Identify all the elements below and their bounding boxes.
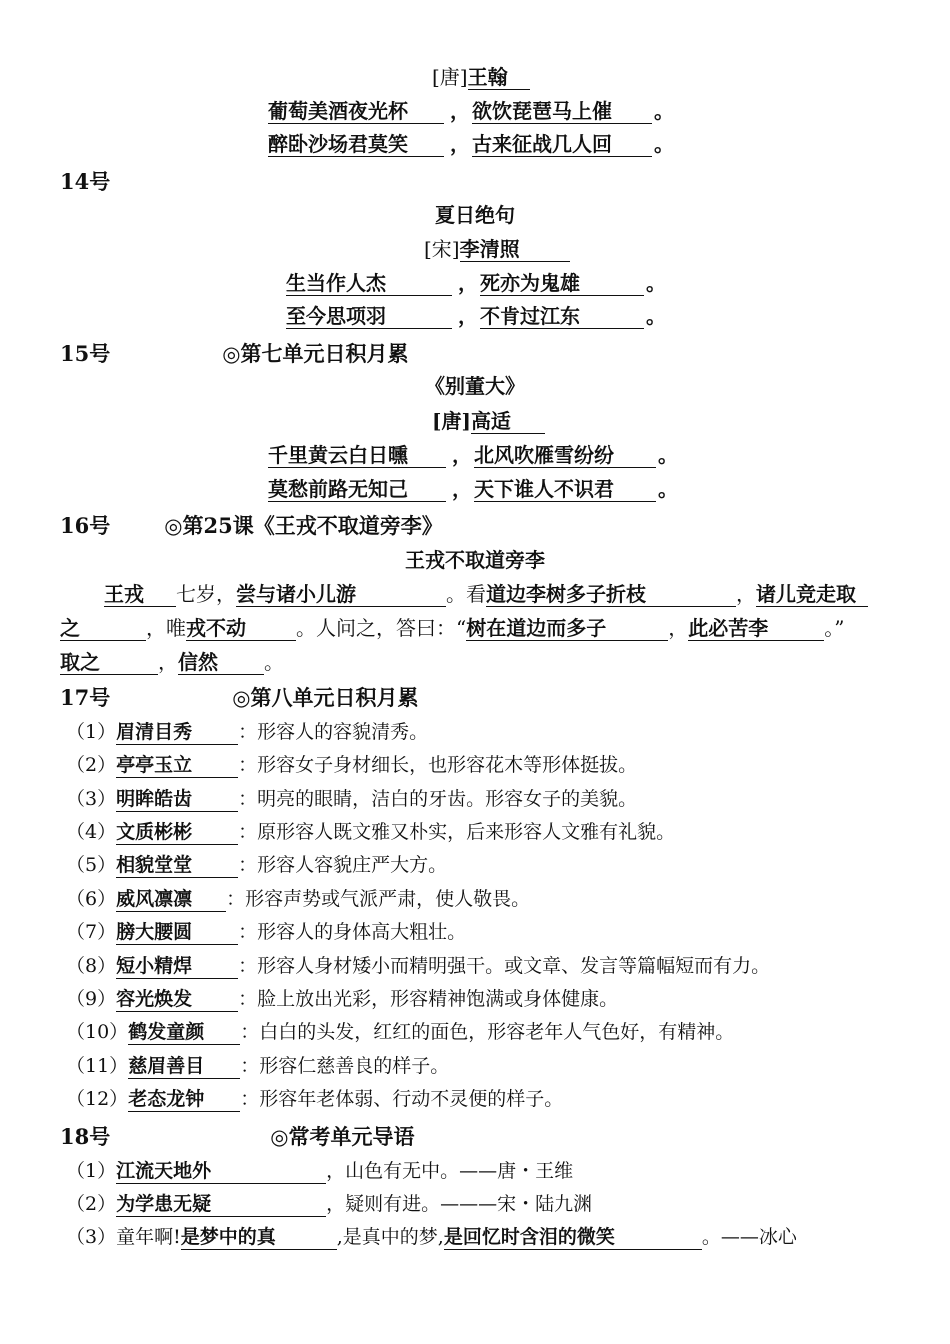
fill-blank: 至今思项羽	[286, 305, 452, 329]
section-18-heading: 18号 ◎常考单元导语	[60, 1121, 415, 1151]
quote-item: （3）童年啊!是梦中的真 ,是真中的梦,是回忆时含泪的微笑 。——冰心	[66, 1226, 797, 1248]
fill-blank: 江流天地外	[116, 1160, 326, 1184]
sec14-line-1: 生当作人杰 ， 死亦为鬼雄 。	[286, 271, 666, 295]
fill-blank: 醉卧沙场君莫笑	[268, 133, 444, 157]
author-name: 李清照	[460, 238, 570, 262]
fill-blank: 死亦为鬼雄	[480, 272, 644, 296]
fill-blank: 北风吹雁雪纷纷	[474, 444, 656, 468]
fill-blank: 取之	[60, 651, 158, 675]
poem-title: 《别董大》	[425, 374, 525, 398]
fill-blank: 鹤发童颜	[128, 1021, 240, 1045]
sec15-author-line: [唐]高适	[432, 408, 545, 434]
section-16-heading: 16号 ◎第25课《王戎不取道旁李》	[60, 510, 443, 540]
fill-blank: 为学患无疑	[116, 1193, 326, 1217]
fill-blank: 欲饮琵琶马上催	[472, 100, 652, 124]
sec15-line-2: 莫愁前路无知己 ， 天下谁人不识君 。	[268, 477, 678, 501]
fill-blank: 老态龙钟	[128, 1088, 240, 1112]
fill-blank: 天下谁人不识君	[474, 478, 656, 502]
fill-blank: 王戎	[104, 583, 176, 607]
fill-blank: 莫愁前路无知己	[268, 478, 446, 502]
idiom-item: （7）膀大腰圆 ：形容人的身体高大粗壮。	[66, 921, 467, 943]
fill-blank: 慈眉善目	[128, 1055, 240, 1079]
fill-blank: 不肯过江东	[480, 305, 644, 329]
fill-blank: 千里黄云白日曛	[268, 444, 446, 468]
section-title: ◎第八单元日积月累	[232, 685, 419, 710]
idiom-item: （12）老态龙钟 ：形容年老体弱、行动不灵便的样子。	[66, 1088, 564, 1110]
fill-blank: 此必苦李	[688, 617, 824, 641]
passage-line-3: 取之 ，信然 。	[60, 650, 284, 674]
idiom-item: （11）慈眉善目 ：形容仁慈善良的样子。	[66, 1055, 450, 1077]
fill-blank: 信然	[178, 651, 264, 675]
author-name: 高适	[471, 410, 545, 434]
fill-blank: 是梦中的真	[181, 1226, 337, 1250]
idiom-item: （1）眉清目秀 ：形容人的容貌清秀。	[66, 721, 429, 743]
poem1-line-2: 醉卧沙场君莫笑 ， 古来征战几人回 。	[268, 132, 674, 156]
section-14-heading: 14号	[60, 169, 111, 194]
idiom-item: （5）相貌堂堂 ：形容人容貌庄严大方。	[66, 854, 448, 876]
idiom-item: （3）明眸皓齿 ：明亮的眼睛，洁白的牙齿。形容女子的美貌。	[66, 788, 638, 810]
fill-blank: 膀大腰圆	[116, 921, 238, 945]
quote-item: （1）江流天地外 ，山色有无中。——唐・王维	[66, 1160, 574, 1182]
idiom-item: （9）容光焕发 ：脸上放出光彩，形容精神饱满或身体健康。	[66, 988, 619, 1010]
fill-blank: 相貌堂堂	[116, 854, 238, 878]
sec15-line-1: 千里黄云白日曛 ， 北风吹雁雪纷纷 。	[268, 443, 678, 467]
idiom-item: （10）鹤发童颜 ：白白的头发，红红的面色，形容老年人气色好，有精神。	[66, 1021, 735, 1043]
fill-blank: 之	[60, 617, 146, 641]
section-title: ◎第七单元日积月累	[222, 341, 409, 366]
fill-blank: 威风凛凛	[116, 888, 226, 912]
author-name: 王翰	[468, 66, 530, 90]
fill-blank: 诸儿竞走取	[756, 583, 868, 607]
poem1-line-1: 葡萄美酒夜光杯 ， 欲饮琵琶马上催 。	[268, 99, 674, 123]
quote-item: （2）为学患无疑 ，疑则有进。———宋・陆九渊	[66, 1193, 593, 1215]
fill-blank: 道边李树多子折枝	[486, 583, 736, 607]
passage-line-1: 王戎 七岁，尝与诸小儿游 。看道边李树多子折枝 ，诸儿竞走取	[104, 581, 868, 607]
fill-blank: 古来征战几人回	[472, 133, 652, 157]
section-17-heading: 17号 ◎第八单元日积月累	[60, 682, 419, 712]
fill-blank: 葡萄美酒夜光杯	[268, 100, 444, 124]
fill-blank: 短小精焊	[116, 955, 238, 979]
fill-blank: 容光焕发	[116, 988, 238, 1012]
idiom-item: （6）威风凛凛 ：形容声势或气派严肃，使人敬畏。	[66, 888, 531, 910]
author-dynasty: [唐]	[432, 65, 468, 89]
section-title: ◎常考单元导语	[270, 1124, 415, 1149]
fill-blank: 眉清目秀	[116, 721, 238, 745]
fill-blank: 是回忆时含泪的微笑	[444, 1226, 702, 1250]
section-title: ◎第25课《王戎不取道旁李》	[164, 513, 443, 538]
section-15-heading: 15号 ◎第七单元日积月累	[60, 338, 409, 368]
fill-blank: 明眸皓齿	[116, 788, 238, 812]
idiom-item: （2）亭亭玉立 ：形容女子身材细长，也形容花木等形体挺拔。	[66, 754, 638, 776]
idiom-item: （8）短小精焊 ：形容人身材矮小而精明强干。或文章、发言等篇幅短而有力。	[66, 955, 771, 977]
fill-blank: 戎不动	[186, 617, 296, 641]
passage-title: 王戎不取道旁李	[405, 548, 545, 572]
passage-line-2: 之 ，唯戎不动 。人问之，答曰：“树在道边而多子 ，此必苦李 。”	[60, 616, 845, 640]
fill-blank: 文质彬彬	[116, 821, 238, 845]
poem-title: 夏日绝句	[435, 203, 515, 227]
sec14-author-line: [宋]李清照	[424, 236, 570, 262]
poem1-author-line	[432, 64, 530, 90]
fill-blank: 生当作人杰	[286, 272, 452, 296]
fill-blank: 尝与诸小儿游	[236, 583, 446, 607]
fill-blank: 树在道边而多子	[466, 617, 668, 641]
fill-blank: 亭亭玉立	[116, 754, 238, 778]
sec14-line-2: 至今思项羽 ， 不肯过江东 。	[286, 304, 666, 328]
idiom-item: （4）文质彬彬 ：原形容人既文雅又朴实，后来形容人文雅有礼貌。	[66, 821, 676, 843]
